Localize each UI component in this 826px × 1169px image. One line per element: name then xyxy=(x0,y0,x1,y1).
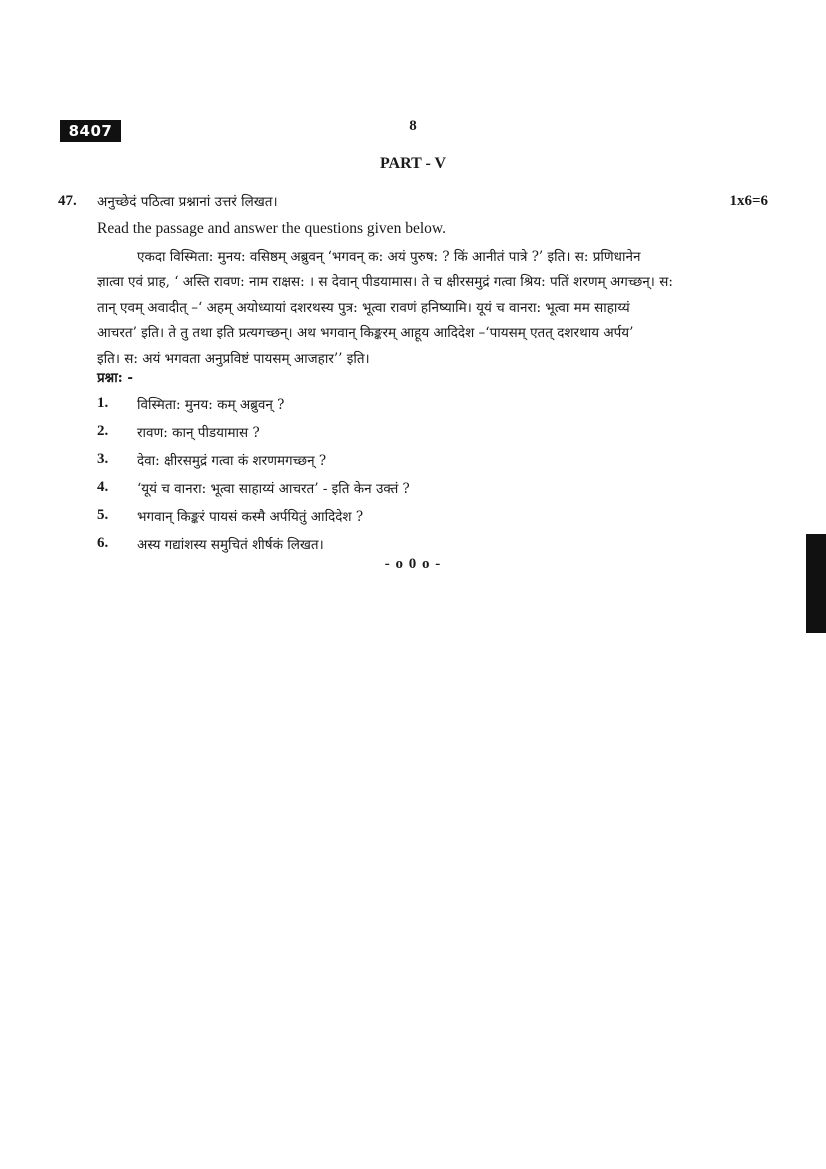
page-number: 8 xyxy=(409,118,417,134)
sub-question-number: 3. xyxy=(97,451,109,467)
sub-question-number: 2. xyxy=(97,423,109,439)
sub-question xyxy=(97,423,757,451)
sub-question-text: देवा: क्षीरसमुद्रं गत्वा कं शरणमगच्छन् ? xyxy=(137,453,327,469)
page-edge-marker xyxy=(806,534,826,633)
passage xyxy=(97,245,769,372)
sub-question-number: 6. xyxy=(97,535,109,551)
sub-question xyxy=(97,479,757,507)
sub-question xyxy=(97,395,757,423)
sub-question xyxy=(97,451,757,479)
passage-line: आचरत’ इति। ते तु तथा इति प्रत्यगच्छन्। अथ भगवान् किङ्करम् आहूय आदिदेश –‘पायसम् एतत् दशरथाय अर्पय’ xyxy=(97,325,634,342)
sub-question-text: अस्य गद्यांशस्य समुचितं शीर्षकं लिखत। xyxy=(137,537,324,553)
sub-question-list xyxy=(97,395,757,563)
passage-line: तान् एवम् अवादीत् –‘ अहम् अयोध्यायां दशरथस्य पुत्र: भूत्वा रावणं हनिष्यामि। यूयं च वानरा: भूत्वा मम साहाय्यं xyxy=(97,299,630,316)
question-instruction-english: Read the passage and answer the questions given below. xyxy=(97,220,446,237)
question-instruction-hindi: अनुच्छेदं पठित्वा प्रश्नानां उत्तरं लिखत। xyxy=(97,194,278,210)
section-title: PART - V xyxy=(379,155,447,172)
sub-question-number: 5. xyxy=(97,507,109,523)
sub-question-number: 1. xyxy=(97,395,109,411)
sub-question-text: रावण: कान् पीडयामास ? xyxy=(137,425,260,441)
sub-question-text: भगवान् किङ्करं पायसं कस्मै अर्पयितुं आदिदेश ? xyxy=(137,509,364,525)
sub-question xyxy=(97,507,757,535)
sub-question-number: 4. xyxy=(97,479,109,495)
sub-question-text: विस्मिता: मुनय: कम् अब्रुवन् ? xyxy=(137,397,285,413)
end-mark: - o 0 o - xyxy=(384,556,442,572)
passage-line: एकदा विस्मिता: मुनय: वसिष्ठम् अब्रुवन् ‘भगवन् क: अयं पुरुष: ? किं आनीतं पात्रे ?’ इति। स: प्रणिधानेन xyxy=(137,249,641,265)
paper-code-badge: 8407 xyxy=(60,120,121,142)
passage-line: इति। स: अयं भगवता अनुप्रविष्टं पायसम् आजहार’’ इति। xyxy=(97,350,370,367)
questions-label: प्रश्ना: - xyxy=(97,370,134,386)
sub-question-text: ‘यूयं च वानरा: भूत्वा साहाय्यं आचरत’ - इति केन उक्तं ? xyxy=(137,481,410,497)
passage-line: ज्ञात्वा एवं प्राह, ‘ अस्ति रावण: नाम राक्षस: । स देवान् पीडयामास। ते च क्षीरसमुद्रं गत्वा श्रिय: पतिं शरणम् अगच्छन्। स: xyxy=(97,274,673,291)
question-marks: 1x6=6 xyxy=(729,193,768,209)
question-number: 47. xyxy=(58,193,77,209)
